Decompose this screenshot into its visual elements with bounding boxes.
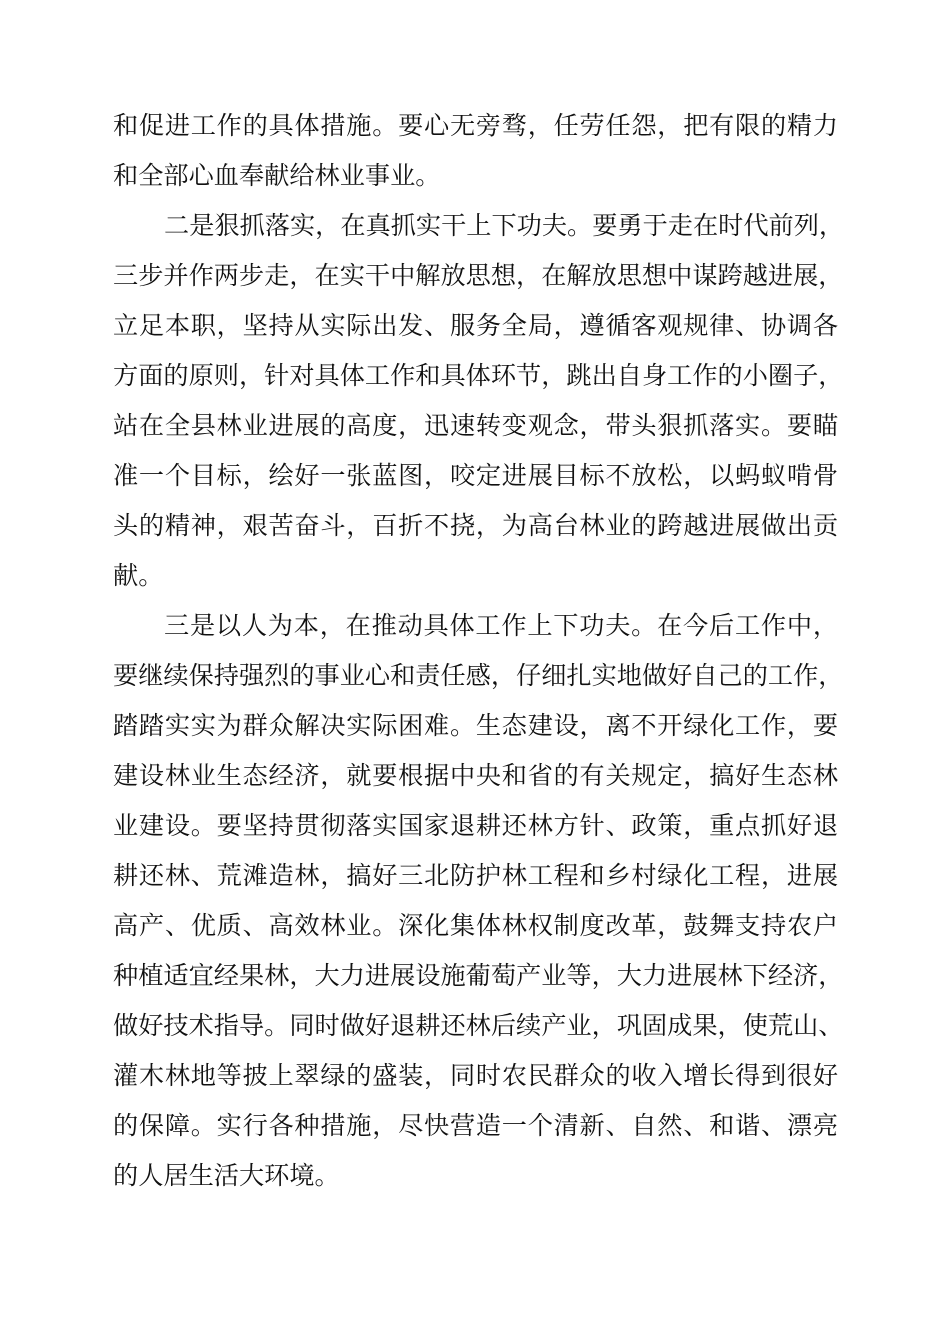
paragraph-start-line: 二是狠抓落实，在真抓实干上下功夫。要勇于走在时代前列， — [164, 211, 845, 240]
text-line: 方面的原则，针对具体工作和具体环节，跳出自身工作的小圈子， — [113, 361, 844, 390]
text-line: 献。 — [113, 561, 164, 590]
text-line: 做好技术指导。同时做好退耕还林后续产业，巩固成果，使荒山、 — [113, 1011, 844, 1040]
text-line: 要继续保持强烈的事业心和责任感，仔细扎实地做好自己的工作， — [113, 661, 844, 690]
text-line: 高产、优质、高效林业。深化集体林权制度改革，鼓舞支持农户 — [113, 911, 838, 940]
text-line: 的人居生活大环境。 — [113, 1161, 340, 1190]
text-line: 建设林业生态经济，就要根据中央和省的有关规定，搞好生态林 — [113, 761, 838, 790]
text-line: 踏踏实实为群众解决实际困难。生态建设，离不开绿化工作，要 — [113, 711, 838, 740]
paragraph-start-line: 三是以人为本，在推动具体工作上下功夫。在今后工作中， — [164, 611, 838, 640]
text-line: 三步并作两步走，在实干中解放思想，在解放思想中谋跨越进展， — [113, 261, 844, 290]
text-line: 和促进工作的具体措施。要心无旁骛，任劳任怨，把有限的精力 — [113, 111, 838, 140]
text-line: 的保障。实行各种措施，尽快营造一个清新、自然、和谐、漂亮 — [113, 1111, 838, 1140]
text-line: 站在全县林业进展的高度，迅速转变观念，带头狠抓落实。要瞄 — [113, 411, 838, 440]
text-line: 立足本职，坚持从实际出发、服务全局，遵循客观规律、协调各 — [113, 311, 838, 340]
text-line: 和全部心血奉献给林业事业。 — [113, 161, 441, 190]
text-line: 业建设。要坚持贯彻落实国家退耕还林方针、政策，重点抓好退 — [113, 811, 838, 840]
text-line: 准一个目标，绘好一张蓝图，咬定进展目标不放松，以蚂蚁啃骨 — [113, 461, 838, 490]
text-line: 灌木林地等披上翠绿的盛装，同时农民群众的收入增长得到很好 — [113, 1061, 838, 1090]
text-line: 头的精神，艰苦奋斗，百折不挠，为高台林业的跨越进展做出贡 — [113, 511, 838, 540]
text-line: 种植适宜经果林，大力进展设施葡萄产业等，大力进展林下经济， — [113, 961, 844, 990]
text-line: 耕还林、荒滩造林，搞好三北防护林工程和乡村绿化工程，进展 — [113, 861, 838, 890]
